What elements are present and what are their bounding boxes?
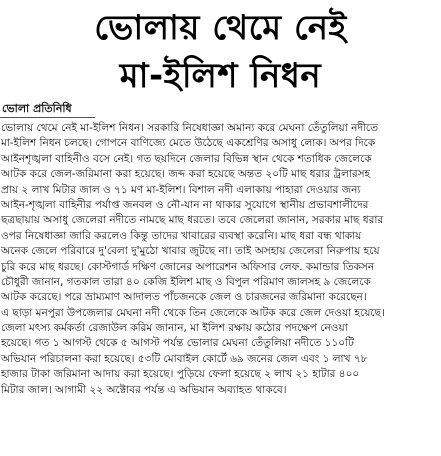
body-line: আটক করে জেল-জরিমানা করা হয়েছে। জব্দ করা হয়েছে অন্তত ২০টি মাছ ধরার ট্রলারসহ (1, 168, 371, 181)
body-line: মা-ইলিশ নিধন চলছে। গোপনে বাণিজ্যে মেতে উঠেছে একশ্রেণির অসাধু লোক। অপর দিকে (1, 137, 376, 150)
article-body (1, 121, 439, 455)
byline: ভোলা প্রতিনিধি (2, 102, 72, 115)
headline-line-2: মা-ইলিশ নিধন (119, 56, 322, 96)
body-line: ওপর নিষেধাজ্ঞা জারি করলেও কিন্তু তাদের খাবারের ব্যবস্থা করেনি। মাছ ধরা বন্ধ থাকায় (1, 229, 362, 242)
body-line: অভিযান পরিচালনা করা হয়েছে। ৫৩টি মোবাইল কোর্টে ৬৯ জনের জেল এবং ১ লাখ ৭৮ (1, 352, 368, 365)
body-line: মিটার জাল। আগামী ২২ অক্টোবর পর্যন্ত এ অভিযান অব্যাহত থাকবে। (1, 383, 287, 396)
body-line: ছত্রছায়ায় অসাধু জেলেরা নদীতে নামছে মাছ ধরতে। তবে জেলেরা জানান, সরকার মাছ ধরার (1, 214, 384, 227)
headline-line-1: ভোলায় থেমে নেই (94, 8, 347, 48)
byline-divider (0, 117, 95, 118)
body-line: হয়েছে। গত ১ আগস্ট থেকে ৫ আগস্ট পর্যন্ত ভোলার মেঘনা তেঁতুলিয়া নদীতে ১১০টি (1, 337, 354, 350)
body-line: এ ছাড়া মনপুরা উপজেলার মেঘনা নদী থেকে তিন জেলেকে আটক করে জেল দেওয়া হয়েছে। (1, 306, 385, 319)
body-line: প্রায় ২ লাখ মিটার জাল ও ৭১ মণ মা-ইলিশ। বিশাল নদী এলাকায় পাহারা দেওয়ার জন্য (1, 183, 361, 196)
body-line: আইন-শৃঙ্খলা বাহিনীর পর্যাপ্ত জনবল ও নৌ-যান না থাকার সুযোগে স্থানীয় প্রভাবশালীদের (1, 198, 369, 211)
body-line: চুরি করে মাছ ধরছে। কোস্টগার্ড দক্ষিণ জোনের অপারেশন অফিসার লেফ. কমান্ডার তিকসন (1, 260, 375, 273)
body-line: আটক করেছে। পরে ভ্রাম্যমাণ আদালত পাঁচজনকে জেল ও চারজনের জরিমানা করেছেন। (1, 291, 367, 304)
body-line: অনেক জেলে পরিবারে দু'বেলা দু'মুঠো খাবার জুটছে না। তাই অসহায় জেলেরা নিরুপায় হয়ে (1, 245, 380, 258)
body-line: আইনশৃঙ্খলা বাহিনীও বসে নেই। গত ছয়দিনে জেলার বিভিন্ন স্থান থেকে শতাধিক জেলেকে (1, 152, 372, 165)
body-line: জেলা মৎস্য কর্মকর্তা রেজাউল করিম জানান, মা ইলিশ রক্ষায় কঠোর পদক্ষেপ নেওয়া (1, 322, 348, 335)
body-line: চৌধুরী জানান, গতকাল তারা ৪০ কেজি ইলিশ মাছ ও বিপুল পরিমাণ জালসহ ৯ জেলেকে (1, 275, 371, 288)
body-line: ভোলায় থেমে নেই মা-ইলিশ নিধন। সরকারি নিষেধাজ্ঞা অমান্য করে মেঘনা তেঁতুলিয়া নদীতে (1, 122, 378, 134)
body-line: হাজার টাকা জরিমানা আদায় করা হয়েছে। পুড়িয়ে ফেলা হয়েছে ২ লাখ ২১ হাটার ৪০০ (1, 368, 360, 381)
